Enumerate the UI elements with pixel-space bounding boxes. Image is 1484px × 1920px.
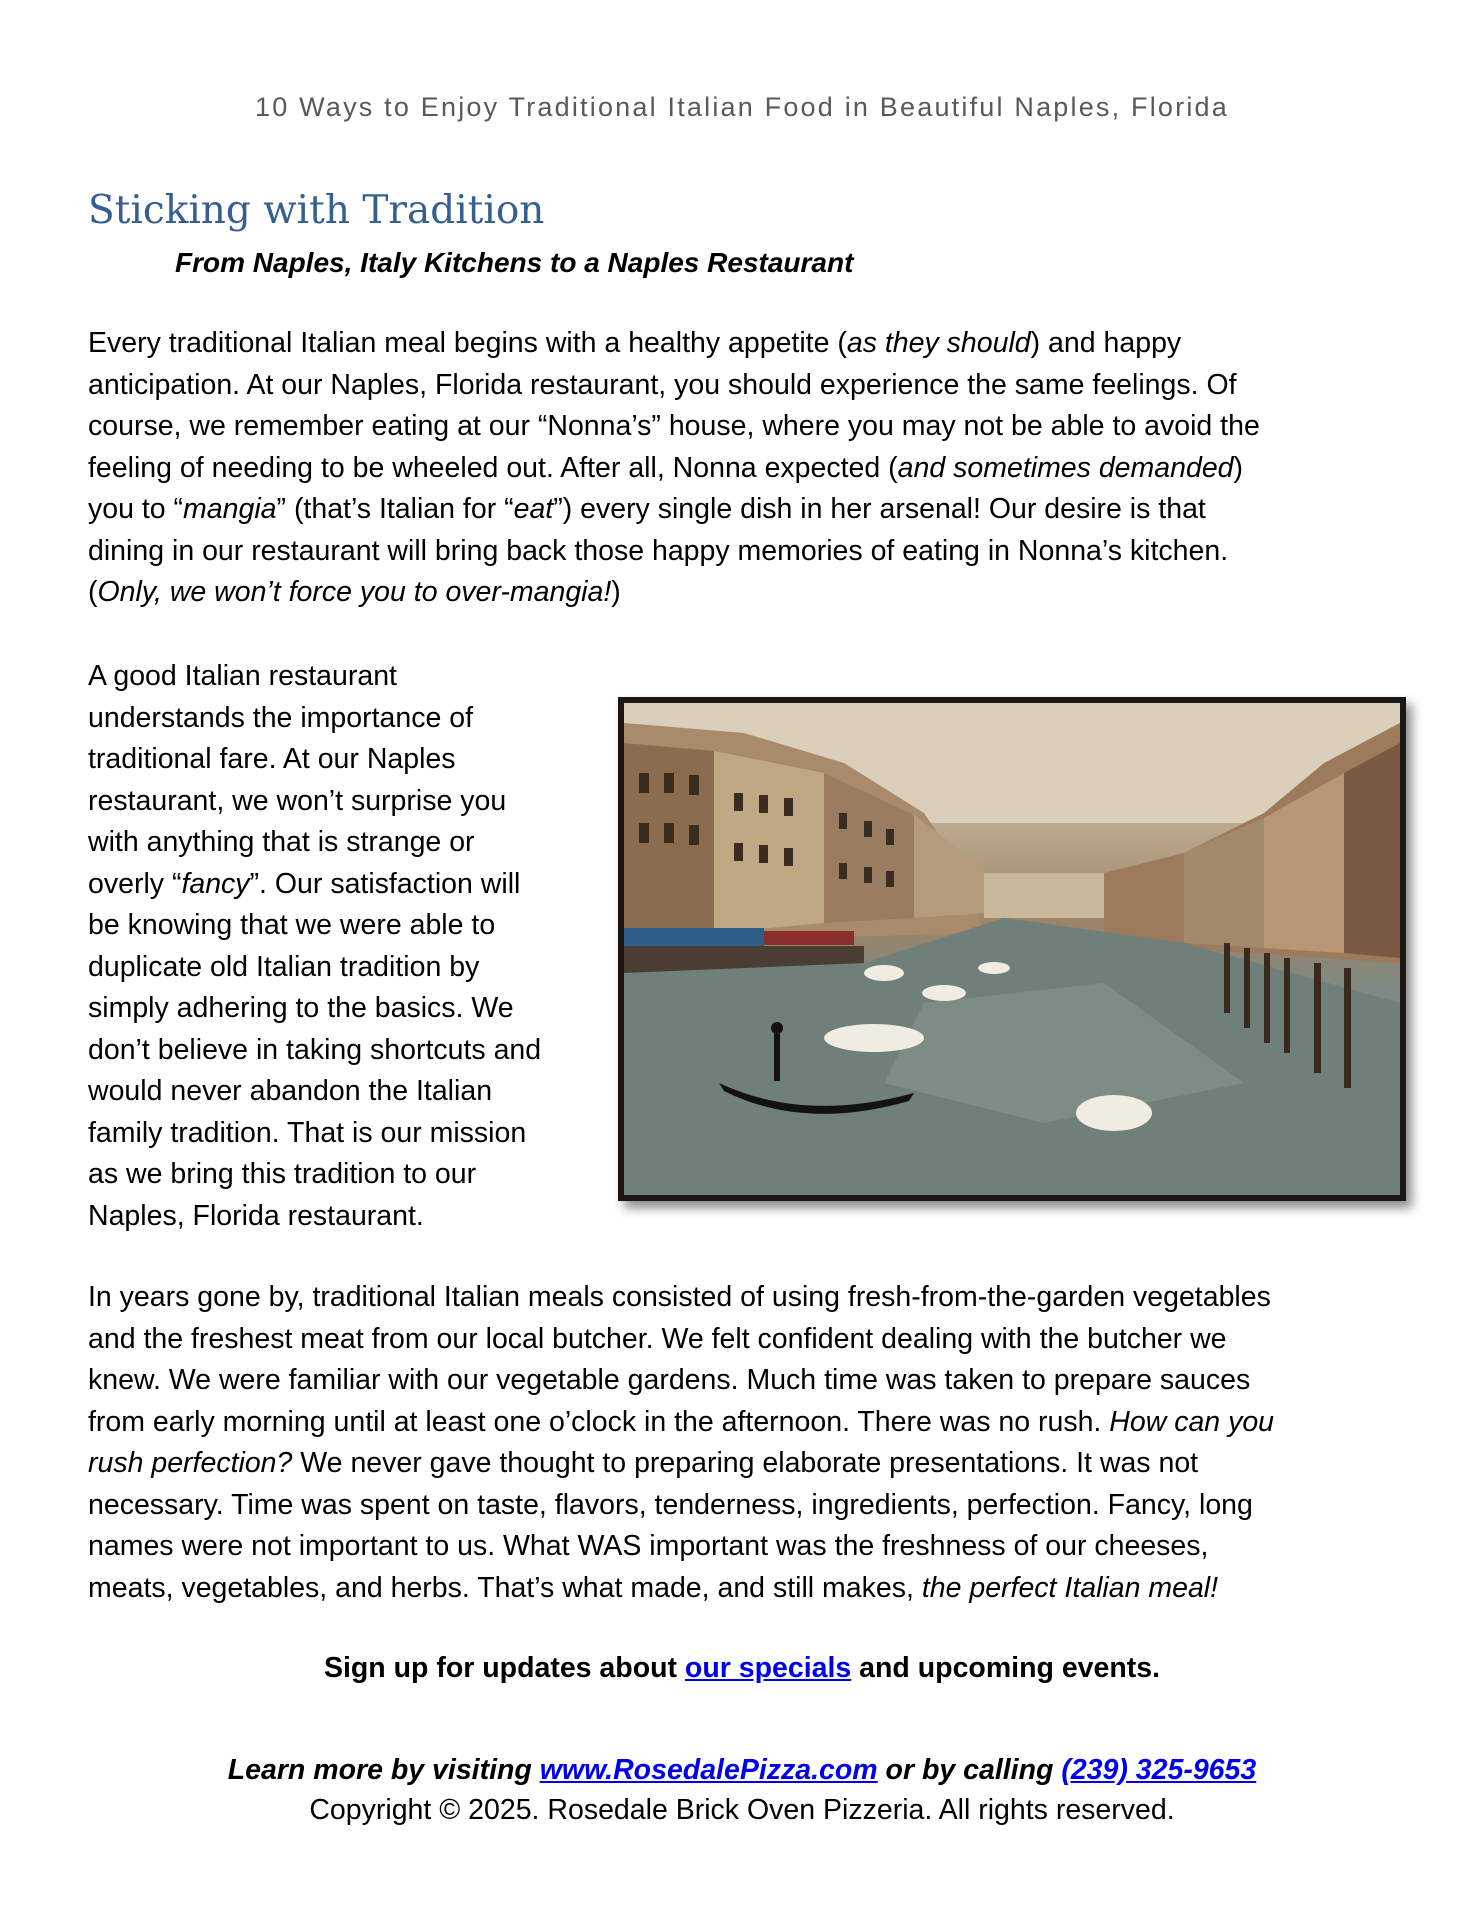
paragraph2-run: ”. Our satisfaction will be knowing that we were able to duplicate old Italian tradition by simply adhering to the basics. We don’t believe in taking shortcuts and would never abandon the Italian family tradition. That is our mission as we bring this tradition to our Naples, Florida restaurant. (88, 867, 542, 1232)
signup-text-before: Sign up for updates about (323, 1652, 685, 1684)
paragraph-intro (88, 323, 1260, 614)
copyright: Copyright © 2025. Rosedale Brick Oven Pizzeria. All rights reserved. (309, 1794, 1175, 1826)
paragraph1-run: ”) every single dish in her arsenal! Our desire is that dining in our restaurant will bring back those happy memories of eating in Nonna’s kitchen. ( (88, 493, 1229, 608)
signup-line (0, 1652, 1484, 1685)
paragraph3-run: the perfect Italian meal! (921, 1571, 1219, 1604)
paragraph1-run: Only, we won’t force you to over-mangia! (97, 576, 612, 608)
paragraph1-run: ) and happy anticipation. At our Naples, Florida restaurant, you should experience the same feelings. Of course, we remember eating at our “Nonna’s” house, where you may not be able to avoid the feeling of needing to be wheeled out. After all, Nonna expected ( (88, 327, 1260, 484)
paragraph1-run: eat (513, 493, 554, 525)
paragraph2-run: A good Italian restaurant understands the importance of traditional fare. At our Naples restaurant, we won’t surprise you with anything that is strange or overly “ (88, 660, 507, 900)
paragraph2-run: fancy (181, 867, 250, 900)
section-title: Sticking with Tradition (88, 188, 545, 233)
website-link[interactable]: www.RosedalePizza.com (539, 1754, 878, 1786)
paragraph3-run: How can you rush perfection? (88, 1405, 1275, 1479)
learn-more-line (0, 1754, 1484, 1787)
signup-text-after: and upcoming events. (851, 1652, 1161, 1684)
learn-prefix: Learn more by visiting (227, 1754, 540, 1786)
paragraph1-run: ) (611, 576, 621, 608)
paragraph3-run: We never gave thought to preparing elaborate presentations. It was not necessary. Time was spent on taste, flavors, tenderness, ingredients, perfection. Fancy, long names were not important to us. What WAS important was the freshness of our cheeses, meats, vegetables, and herbs. That’s what made, and still makes, (88, 1447, 1253, 1604)
paragraph1-run: as they should (846, 327, 1031, 359)
paragraph3-run: In years gone by, traditional Italian meals consisted of using fresh-from-the-garden vegetables and the freshest meat from our local butcher. We felt confident dealing with the butcher we knew. We were familiar with our vegetable gardens. Much time was taken to prepare sauces from early morning until at least one o’clock in the afternoon. There was no rush. (88, 1281, 1271, 1438)
paragraph-history (88, 1277, 1274, 1609)
paragraph-tradition (88, 656, 541, 1237)
section-subtitle: From Naples, Italy Kitchens to a Naples Restaurant (175, 247, 854, 278)
running-header: 10 Ways to Enjoy Traditional Italian Food in Beautiful Naples, Florida (255, 92, 1229, 122)
paragraph1-run: mangia (183, 493, 277, 525)
paragraph1-run: ” (that’s Italian for “ (276, 493, 514, 525)
phone-link[interactable]: (239) 325-9653 (1061, 1754, 1257, 1786)
learn-middle: or by calling (877, 1754, 1062, 1786)
paragraph1-run: and sometimes demanded (897, 451, 1234, 484)
specials-link[interactable]: our specials (684, 1652, 852, 1684)
paragraph1-run: ) you to “ (88, 451, 1244, 525)
paragraph1-run: Every traditional Italian meal begins with a healthy appetite ( (88, 327, 847, 359)
venice-canal-photo (618, 697, 1406, 1201)
